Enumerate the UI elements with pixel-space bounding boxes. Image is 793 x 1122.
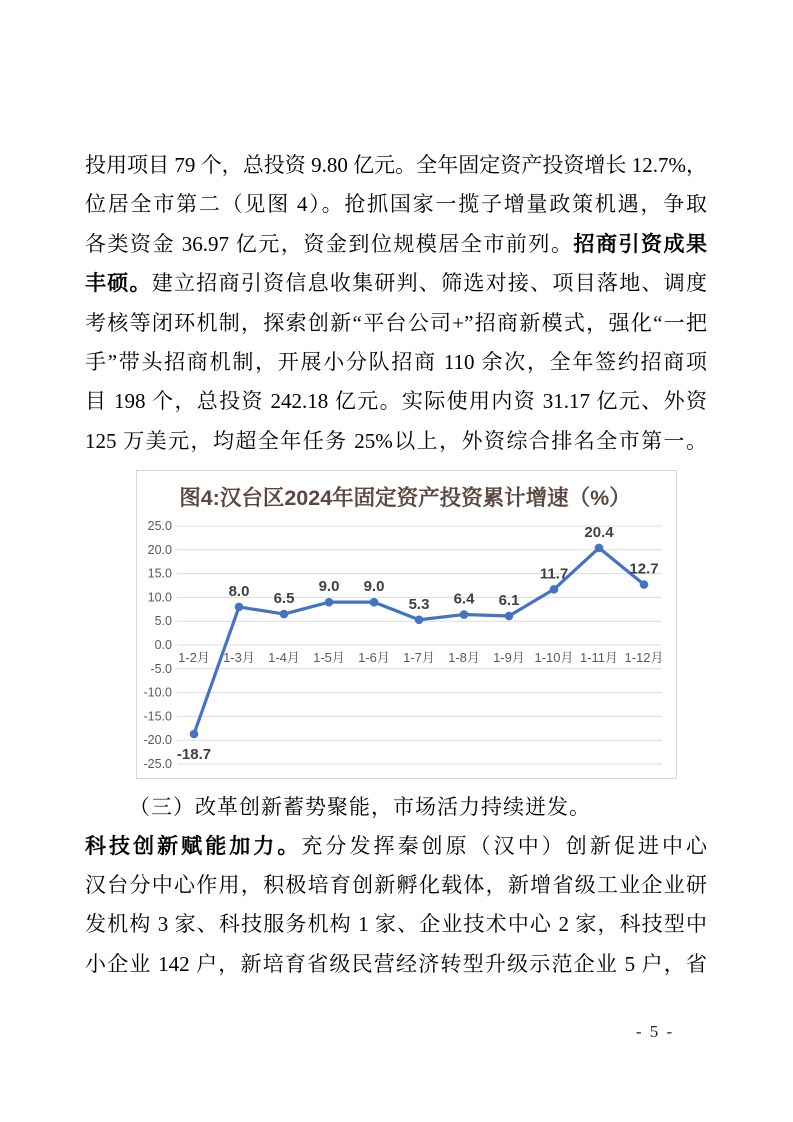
text-line bbox=[85, 866, 707, 905]
svg-text:1-4月: 1-4月 bbox=[268, 650, 300, 665]
text-run: 科技创新赋能加力。 bbox=[85, 833, 302, 858]
text-run: 发机构 3 家、科技服务机构 1 家、企业技术中心 2 家，科技型中 bbox=[85, 912, 707, 937]
text-line bbox=[85, 827, 707, 866]
svg-text:12.7: 12.7 bbox=[629, 560, 659, 578]
text-run: 小企业 142 户，新培育省级民营经济转型升级示范企业 5 户，省 bbox=[85, 951, 707, 976]
text-line bbox=[85, 304, 707, 343]
page-number: - 5 - bbox=[635, 1022, 675, 1041]
svg-text:1-8月: 1-8月 bbox=[448, 650, 480, 665]
text-run: 位居全市第二（见图 4）。抢抓国家一揽子增量政策机遇，争取 bbox=[85, 192, 707, 217]
svg-text:11.7: 11.7 bbox=[539, 565, 569, 583]
svg-text:1-5月: 1-5月 bbox=[313, 650, 345, 665]
text-line bbox=[85, 146, 707, 185]
svg-text:1-12月: 1-12月 bbox=[624, 650, 664, 665]
svg-text:6.1: 6.1 bbox=[498, 591, 520, 609]
text-run: 充分发挥秦创原（汉中）创新促进中心 bbox=[301, 833, 707, 858]
svg-text:8.0: 8.0 bbox=[228, 582, 250, 600]
svg-text:-5.0: -5.0 bbox=[150, 661, 172, 676]
text-run: 丰硕。 bbox=[85, 271, 152, 296]
text-line bbox=[85, 905, 707, 944]
text-line bbox=[85, 945, 707, 984]
svg-text:6.4: 6.4 bbox=[453, 590, 475, 608]
svg-text:5.3: 5.3 bbox=[408, 595, 430, 613]
text-run: 125 万美元，均超全年任务 25%以上，外资综合排名全市第一。 bbox=[85, 428, 707, 453]
text-run: 招商引资成果 bbox=[573, 231, 707, 256]
svg-text:1-9月: 1-9月 bbox=[493, 650, 525, 665]
svg-text:1-6月: 1-6月 bbox=[358, 650, 390, 665]
svg-text:20.0: 20.0 bbox=[147, 542, 172, 557]
svg-text:5.0: 5.0 bbox=[154, 614, 172, 629]
svg-text:20.4: 20.4 bbox=[584, 523, 614, 541]
svg-text:25.0: 25.0 bbox=[147, 519, 172, 533]
svg-text:1-7月: 1-7月 bbox=[403, 650, 435, 665]
text-line bbox=[85, 264, 707, 303]
svg-text:-15.0: -15.0 bbox=[143, 709, 172, 724]
text-run: 目 198 个，总投资 242.18 亿元。实际使用内资 31.17 亿元、外资 bbox=[85, 389, 707, 414]
svg-text:1-2月: 1-2月 bbox=[178, 650, 210, 665]
line-chart bbox=[137, 471, 675, 777]
svg-text:-18.7: -18.7 bbox=[176, 746, 212, 764]
section-heading: （三）改革创新蓄势聚能，市场活力持续迸发。 bbox=[129, 795, 591, 819]
svg-text:1-10月: 1-10月 bbox=[534, 650, 574, 665]
svg-text:1-3月: 1-3月 bbox=[223, 650, 255, 665]
text-run: 手”带头招商机制，开展小分队招商 110 余次，全年签约招商项 bbox=[85, 349, 707, 374]
svg-text:15.0: 15.0 bbox=[147, 566, 172, 581]
svg-text:1-11月: 1-11月 bbox=[579, 650, 619, 665]
svg-text:-10.0: -10.0 bbox=[143, 685, 172, 700]
paragraph-investment bbox=[85, 146, 707, 461]
text-line bbox=[85, 343, 707, 382]
text-run: 考核等闭环机制，探索创新“平台公司+”招商新模式，强化“一把 bbox=[85, 310, 707, 335]
svg-text:0.0: 0.0 bbox=[154, 638, 172, 652]
chart-figure bbox=[136, 470, 677, 779]
text-run: 汉台分中心作用，积极培育创新孵化载体，新增省级工业企业研 bbox=[85, 872, 707, 897]
svg-text:图4:汉台区2024年固定资产投资累计增速（%）: 图4:汉台区2024年固定资产投资累计增速（%） bbox=[179, 486, 631, 510]
svg-text:9.0: 9.0 bbox=[363, 578, 385, 596]
text-run: 投用项目 79 个，总投资 9.80 亿元。全年固定资产投资增长 12.7%， bbox=[85, 153, 707, 177]
text-run: 建立招商引资信息收集研判、筛选对接、项目落地、调度 bbox=[151, 271, 707, 296]
text-line bbox=[85, 225, 707, 264]
text-line bbox=[85, 422, 707, 461]
svg-text:-25.0: -25.0 bbox=[143, 757, 172, 771]
text-run: 各类资金 36.97 亿元，资金到位规模居全市前列。 bbox=[85, 231, 574, 256]
svg-text:-20.0: -20.0 bbox=[143, 733, 172, 748]
svg-text:10.0: 10.0 bbox=[147, 590, 172, 605]
svg-text:9.0: 9.0 bbox=[318, 578, 340, 596]
text-line bbox=[85, 382, 707, 421]
paragraph-technology bbox=[85, 827, 707, 985]
svg-text:6.5: 6.5 bbox=[273, 590, 295, 608]
text-line bbox=[85, 185, 707, 224]
